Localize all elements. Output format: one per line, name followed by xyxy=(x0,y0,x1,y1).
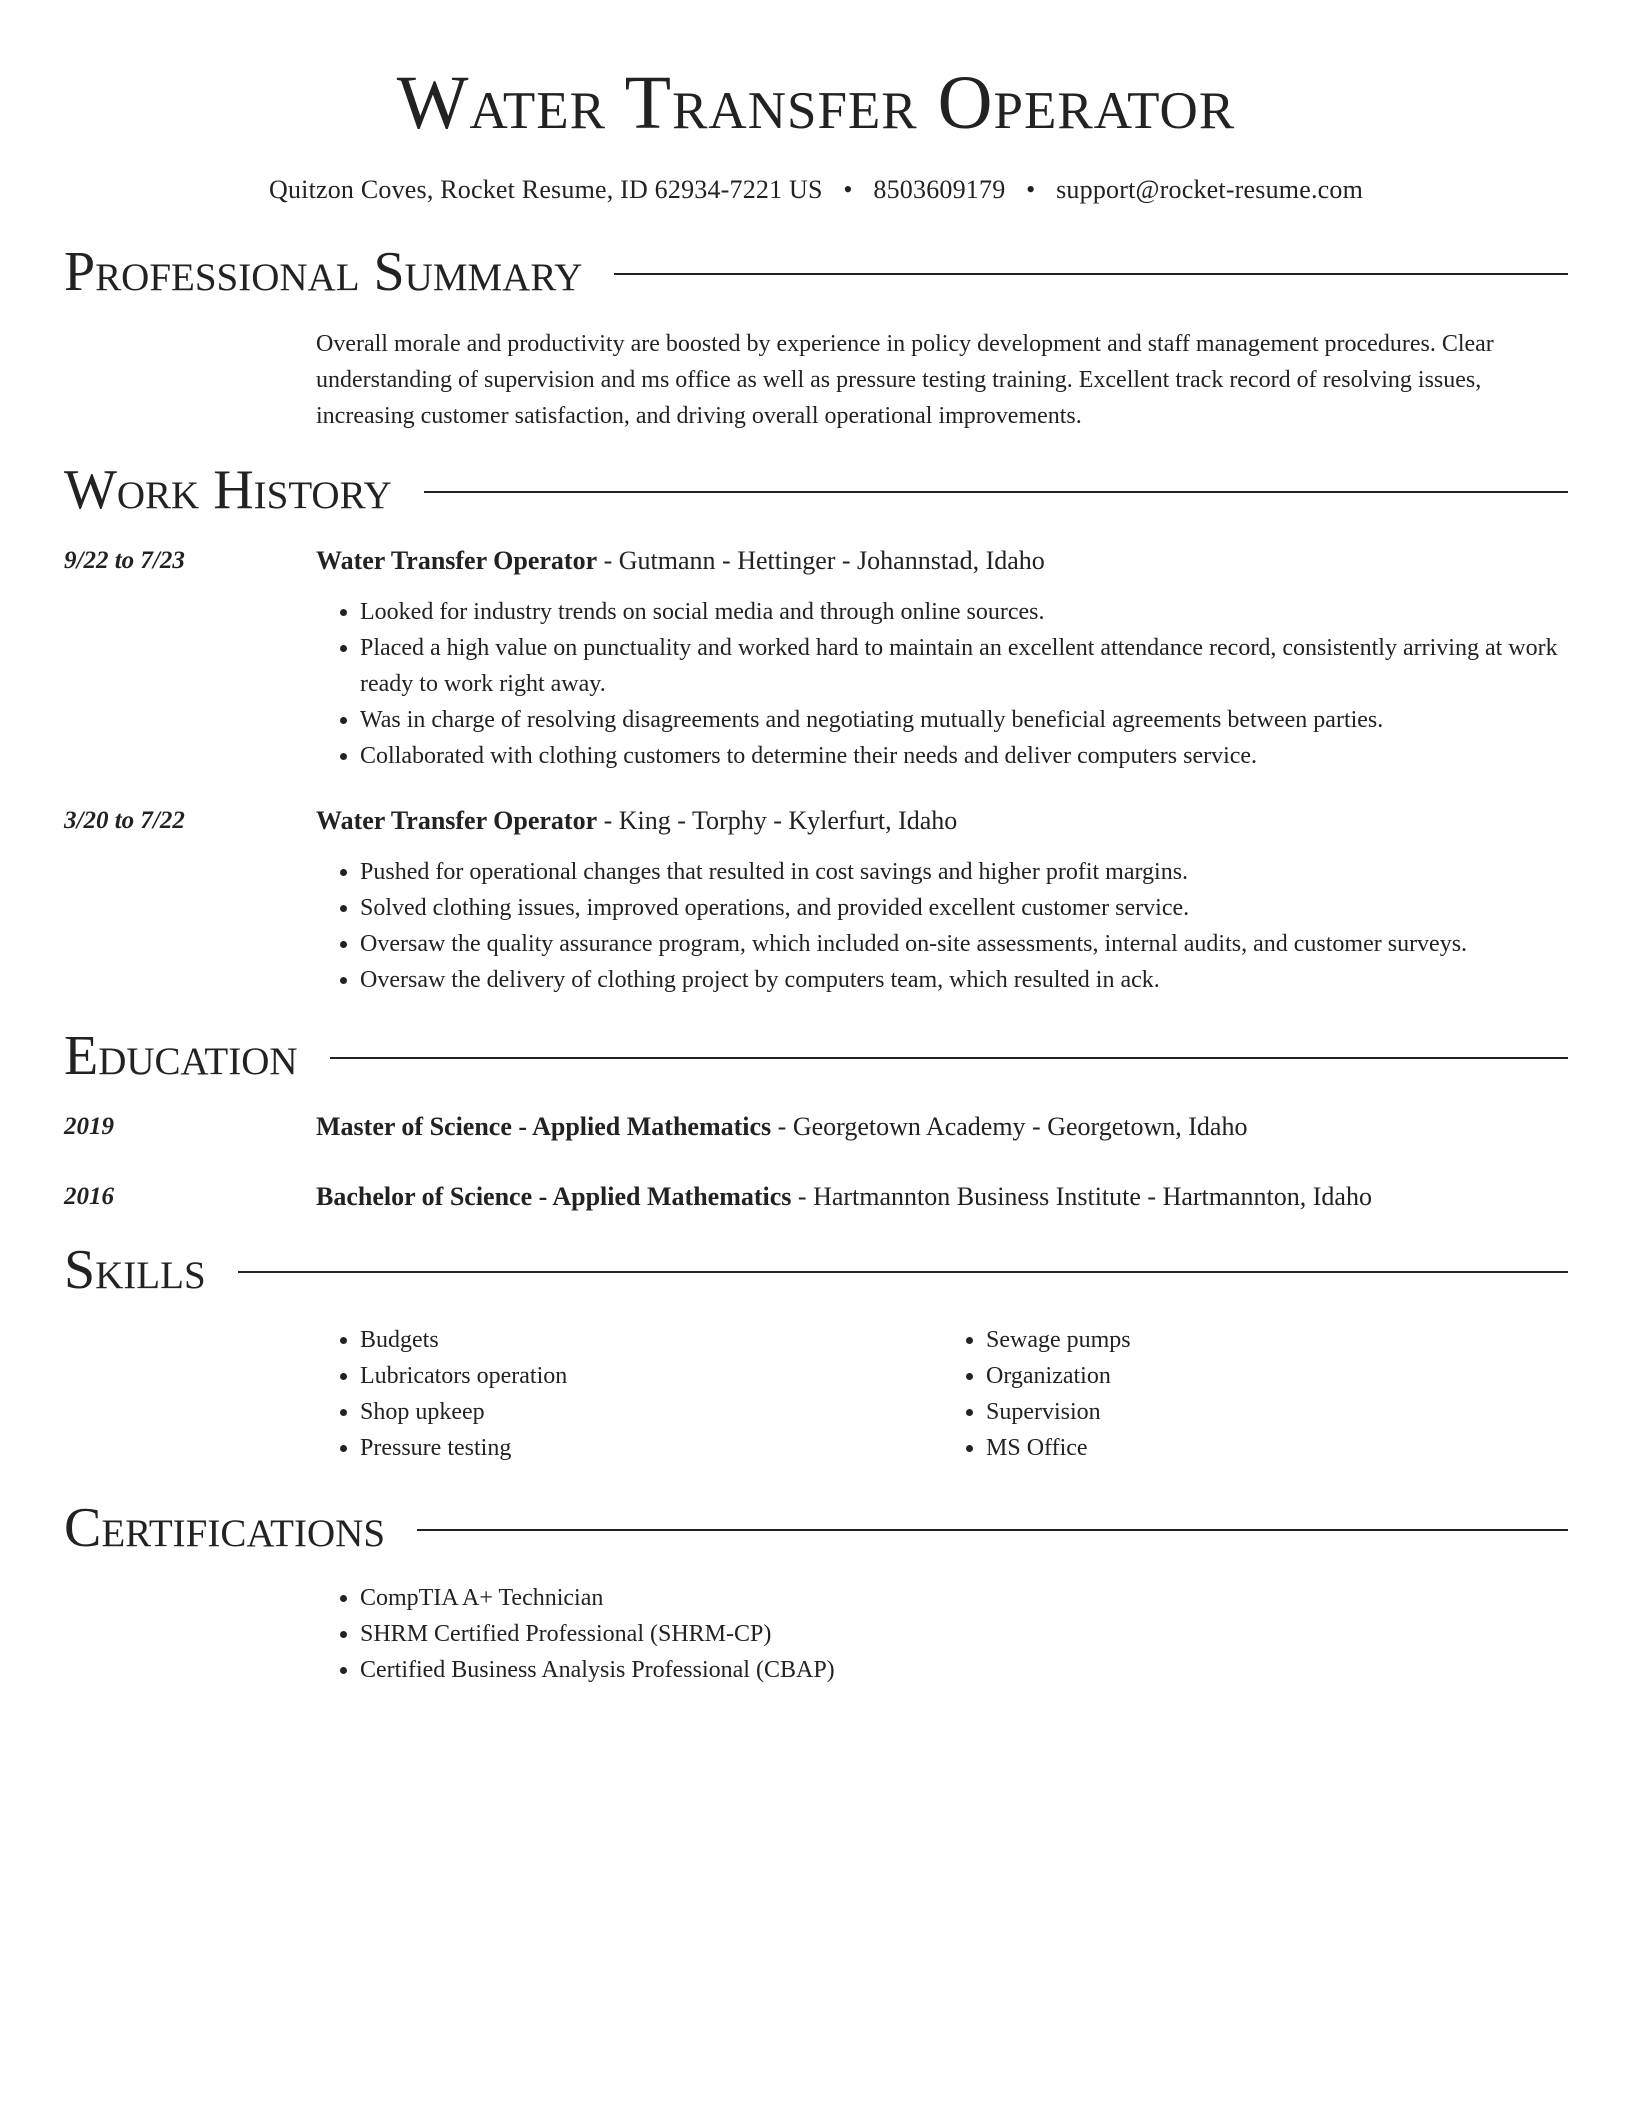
skill-item: • MS Office xyxy=(986,1430,1568,1466)
education-content xyxy=(316,1180,1568,1214)
list-item: • Collaborated with clothing customers to determine their needs and deliver computers service. xyxy=(360,738,1568,774)
list-item: • Looked for industry trends on social media and through online sources. xyxy=(360,594,1568,630)
job-title-line xyxy=(316,804,1568,838)
contact-separator: • xyxy=(843,175,853,204)
contact-address: Quitzon Coves, Rocket Resume, ID 62934-7221 US xyxy=(268,175,823,204)
education-entry xyxy=(64,1180,1568,1214)
education-entry xyxy=(64,1110,1568,1144)
list-item: • Pushed for operational changes that resulted in cost savings and higher profit margins. xyxy=(360,854,1568,890)
education-degree: Bachelor of Science - Applied Mathematics xyxy=(316,1182,792,1211)
section-title: Skills xyxy=(64,1239,206,1301)
contact-email: support@rocket-resume.com xyxy=(1056,175,1364,204)
summary-section xyxy=(64,240,1568,434)
job-bullets xyxy=(316,854,1568,998)
section-title: Work History xyxy=(64,459,392,521)
job-content xyxy=(316,804,1568,998)
section-divider xyxy=(330,1057,1568,1059)
job-date: 9/22 to 7/23 xyxy=(64,547,185,574)
skills-list-right xyxy=(942,1322,1568,1466)
skill-item: • Lubricators operation xyxy=(360,1358,942,1394)
certification-item: • SHRM Certified Professional (SHRM-CP) xyxy=(360,1616,1568,1652)
section-divider xyxy=(614,273,1568,275)
work-history-section xyxy=(64,458,1568,998)
education-year: 2016 xyxy=(64,1183,114,1210)
list-item: • Was in charge of resolving disagreements and negotiating mutually beneficial agreements between parties. xyxy=(360,702,1568,738)
section-title: Education xyxy=(64,1025,298,1087)
education-line xyxy=(316,1180,1568,1214)
skill-item: • Sewage pumps xyxy=(986,1322,1568,1358)
certification-item: • Certified Business Analysis Professional (CBAP) xyxy=(360,1652,1568,1688)
job-title: Water Transfer Operator xyxy=(316,806,598,835)
job-bullets xyxy=(316,594,1568,774)
education-line xyxy=(316,1110,1568,1144)
list-item: • Solved clothing issues, improved operations, and provided excellent customer service. xyxy=(360,890,1568,926)
list-item: • Oversaw the delivery of clothing project by computers team, which resulted in ack. xyxy=(360,962,1568,998)
education-section xyxy=(64,1024,1568,1214)
education-degree: Master of Science - Applied Mathematics xyxy=(316,1112,772,1141)
section-divider xyxy=(424,491,1568,493)
skill-item: • Organization xyxy=(986,1358,1568,1394)
job-details: - King - Torphy - Kylerfurt, Idaho xyxy=(597,806,958,835)
skill-item: • Budgets xyxy=(360,1322,942,1358)
skill-item: • Pressure testing xyxy=(360,1430,942,1466)
resume-name: Water Transfer Operator xyxy=(396,61,1236,145)
skills-columns xyxy=(316,1322,1568,1466)
job-entry xyxy=(64,804,1568,998)
job-entry xyxy=(64,544,1568,774)
section-divider xyxy=(417,1529,1568,1531)
section-heading-summary xyxy=(64,240,1568,304)
section-title: Professional Summary xyxy=(64,241,583,303)
certifications-list xyxy=(316,1580,1568,1688)
list-item: • Placed a high value on punctuality and worked hard to maintain an excellent attendance record, consistently arriving at work ready to work right away. xyxy=(360,630,1568,702)
job-details: - Gutmann - Hettinger - Johannstad, Idaho xyxy=(597,546,1045,575)
education-content xyxy=(316,1110,1568,1144)
education-details: - Georgetown Academy - Georgetown, Idaho xyxy=(771,1112,1248,1141)
skill-item: • Shop upkeep xyxy=(360,1394,942,1430)
summary-text: Overall morale and productivity are boosted by experience in policy development and staff management procedures. Clear understanding of supervision and ms office as well as pressure testing training. Excellent track record of resolving issues, increasing customer satisfaction, and driving overall operational improvements. xyxy=(316,331,1494,429)
section-heading-certifications xyxy=(64,1496,1568,1560)
certifications-list-wrap xyxy=(316,1580,1568,1688)
skills-section xyxy=(64,1238,1568,1466)
section-heading-education xyxy=(64,1024,1568,1088)
certification-item: • CompTIA A+ Technician xyxy=(360,1580,1568,1616)
job-title: Water Transfer Operator xyxy=(316,546,598,575)
list-item: • Oversaw the quality assurance program, which included on-site assessments, internal audits, and customer surveys. xyxy=(360,926,1568,962)
skills-list-left xyxy=(316,1322,942,1466)
contact-line xyxy=(64,174,1568,206)
job-title-line xyxy=(316,544,1568,578)
contact-phone: 8503609179 xyxy=(873,175,1006,204)
section-heading-skills xyxy=(64,1238,1568,1302)
education-year: 2019 xyxy=(64,1113,114,1140)
job-content xyxy=(316,544,1568,774)
education-details: - Hartmannton Business Institute - Hartmannton, Idaho xyxy=(791,1182,1372,1211)
contact-separator: • xyxy=(1026,175,1036,204)
section-heading-work-history xyxy=(64,458,1568,522)
section-divider xyxy=(238,1271,1568,1273)
certifications-section xyxy=(64,1496,1568,1688)
skill-item: • Supervision xyxy=(986,1394,1568,1430)
section-title: Certifications xyxy=(64,1497,386,1559)
job-date: 3/20 to 7/22 xyxy=(64,807,185,834)
